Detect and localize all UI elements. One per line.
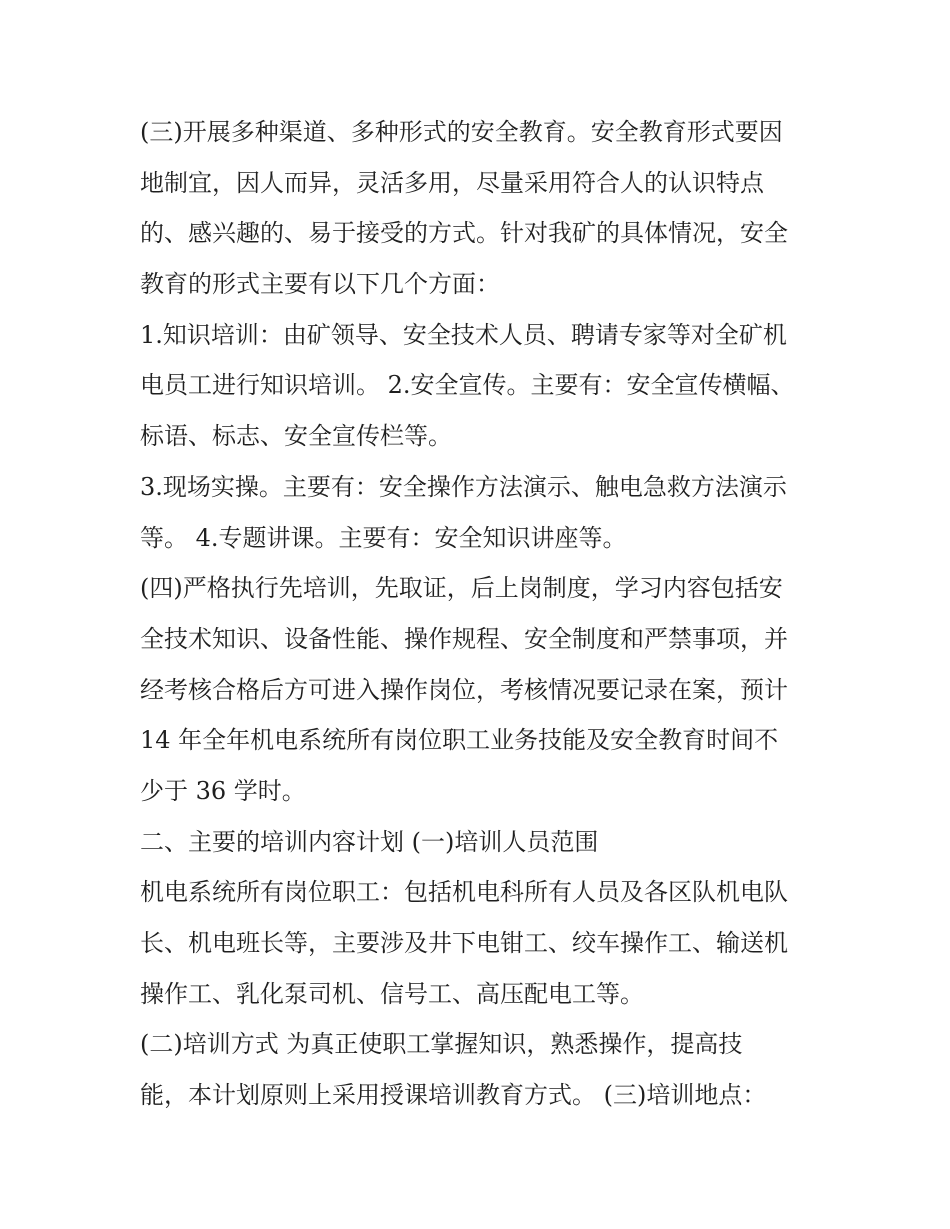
text-line: 标语、标志、安全宣传栏等。 — [140, 422, 452, 451]
body-text — [140, 107, 840, 1121]
text-line: (二)培训方式 为真正使职工掌握知识，熟悉操作，提高技 — [140, 1030, 743, 1059]
text-line: 长、机电班长等，主要涉及井下电钳工、绞车操作工、输送机 — [140, 929, 788, 957]
text-line: 电员工进行知识培训。 2.安全宣传。主要有：安全宣传横幅、 — [140, 371, 795, 400]
text-line: 的、感兴趣的、易于接受的方式。针对我矿的具体情况，安全 — [140, 219, 788, 248]
text-line: 能，本计划原则上采用授课培训教育方式。 (三)培训地点： — [140, 1081, 767, 1110]
text-line: (三)开展多种渠道、多种形式的安全教育。安全教育形式要因 — [140, 118, 783, 146]
text-line: (四)严格执行先培训，先取证，后上岗制度，学习内容包括安 — [140, 574, 783, 603]
text-line: 少于 36 学时。 — [140, 776, 306, 805]
text-line: 经考核合格后方可进入操作岗位，考核情况要记录在案，预计 — [140, 675, 788, 704]
text-line: 全技术知识、设备性能、操作规程、安全制度和严禁事项，并 — [140, 624, 788, 653]
text-line: 二、主要的培训内容计划 (一)培训人员范围 — [140, 827, 599, 856]
text-line: 等。 4.专题讲课。主要有：安全知识讲座等。 — [140, 523, 627, 552]
text-line: 地制宜，因人而异，灵活多用，尽量采用符合人的认识特点 — [140, 168, 764, 197]
text-line: 操作工、乳化泵司机、信号工、高压配电工等。 — [140, 979, 644, 1008]
text-line: 机电系统所有岗位职工：包括机电科所有人员及各区队机电队 — [140, 878, 788, 907]
text-line: 1.知识培训：由矿领导、安全技术人员、聘请专家等对全矿机 — [140, 320, 787, 349]
text-line: 教育的形式主要有以下几个方面： — [140, 270, 500, 299]
text-line: 3.现场实操。主要有：安全操作方法演示、触电急救方法演示 — [140, 472, 787, 501]
text-line: 14 年全年机电系统所有岗位职工业务技能及安全教育时间不 — [140, 726, 779, 755]
